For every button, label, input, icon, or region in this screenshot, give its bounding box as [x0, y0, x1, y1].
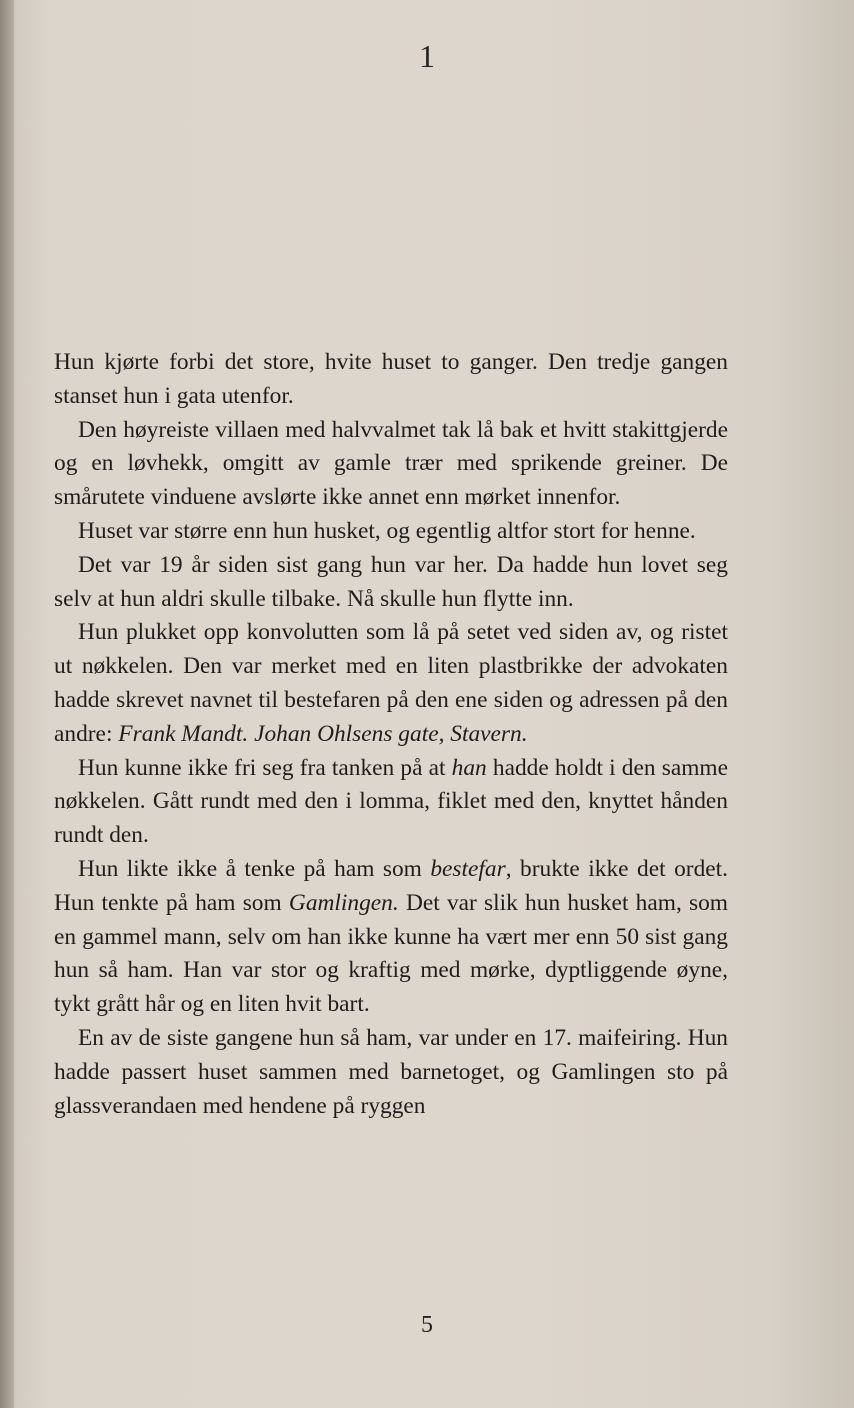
italic-run: Frank Mandt. Johan Ohlsens gate, Stavern.: [118, 720, 528, 747]
text-run: Hun likte ikke å tenke på ham som: [78, 855, 431, 882]
paragraph: Den høyreiste villaen med halvvalmet tak lå bak et hvitt stakittgjerde og en løvhekk, omgitt av gamle trær med sprikende greiner. De smårutete vinduene avslørte ikke annet enn mørket innenfor.: [54, 416, 728, 511]
italic-run: Gamlingen.: [288, 889, 399, 916]
text-run: hadde holdt i den samme nøkkelen. Gått rundt med den i lomma, fiklet med den, knyttet hånden rundt den.: [54, 754, 728, 849]
text-run: Det var slik hun husket ham, som en gammel mann, selv om han ikke kunne ha vært mer enn 50 sist gang hun så ham. Han var stor og kraftig med mørke, dyptliggende øyne, tykt grått hår og en liten hvit bart.: [54, 889, 729, 1018]
text-run: Hun kunne ikke fri seg fra tanken på at: [78, 754, 452, 781]
paragraph: En av de siste gangene hun så ham, var under en 17. maifeiring. Hun hadde passert huset sammen med barnetoget, og Gamlingen sto på glassverandaen med hendene på ryggen: [54, 1024, 728, 1119]
text-run: Hun plukket opp konvolutten som lå på setet ved siden av, og ristet ut nøkkelen. Den var merket med en liten plastbrikke der advokaten hadde skrevet navnet til bestefaren på den ene siden og adressen på den andre:: [54, 619, 728, 747]
paragraph: Det var 19 år siden sist gang hun var her. Da hadde hun lovet seg selv at hun aldri skulle tilbake. Nå skulle hun flytte inn.: [54, 551, 728, 612]
paragraph: [54, 853, 728, 1022]
chapter-number: 1: [419, 38, 435, 74]
paragraph: [54, 616, 728, 751]
paragraph: Huset var større enn hun husket, og egentlig altfor stort for henne.: [78, 517, 696, 544]
italic-run: han: [451, 754, 487, 781]
body-text: [54, 346, 728, 1123]
paragraph: Hun kjørte forbi det store, hvite huset to ganger. Den tredje gangen stanset hun i gata utenfor.: [54, 349, 728, 409]
italic-run: bestefar: [430, 855, 506, 882]
text-run: , brukte ikke det ordet. Hun tenkte på ham som: [54, 855, 728, 916]
paragraph: [54, 752, 728, 853]
page-number: 5: [421, 1312, 433, 1338]
page-gutter: [0, 0, 14, 1408]
